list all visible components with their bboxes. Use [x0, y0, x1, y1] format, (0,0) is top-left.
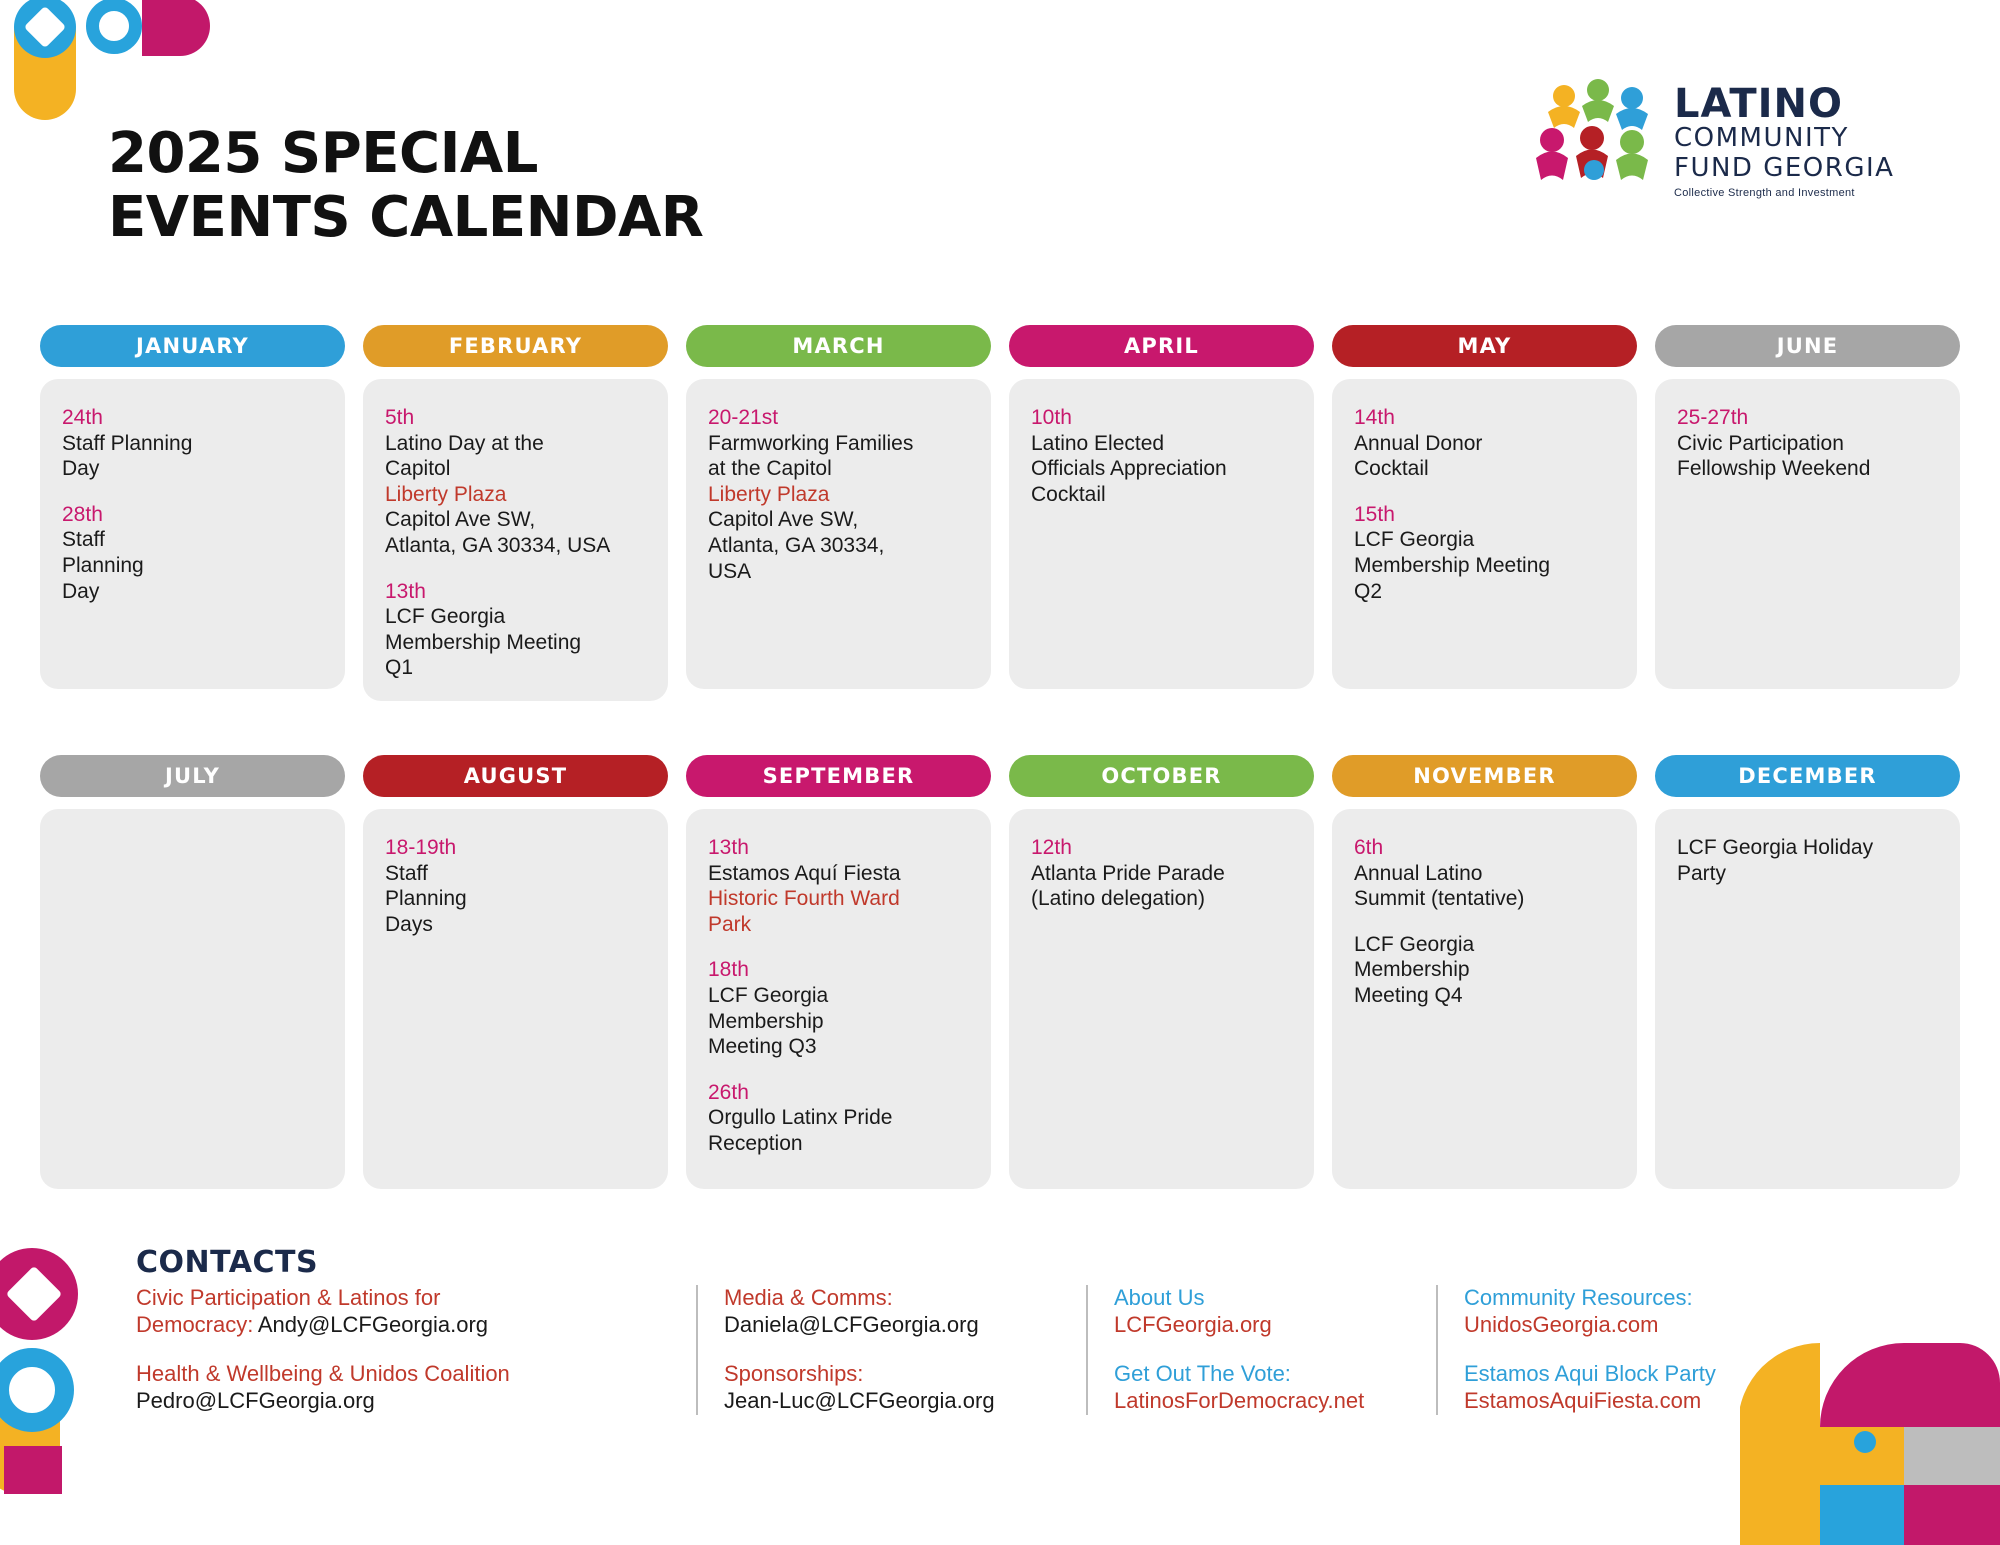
- blue-ring-shape: [0, 1348, 74, 1432]
- month-header-december: DECEMBER: [1655, 755, 1960, 797]
- month-header-november: NOVEMBER: [1332, 755, 1637, 797]
- month-header-july: JULY: [40, 755, 345, 797]
- contact-entry: [724, 1361, 1060, 1415]
- event-date: 13th: [385, 579, 426, 603]
- month-column: [686, 325, 991, 701]
- event-date: 12th: [1031, 836, 1072, 859]
- month-column: [1332, 755, 1637, 1189]
- event-item: [1354, 932, 1615, 1009]
- event-item: [1677, 405, 1938, 482]
- month-events-card: [686, 809, 991, 1189]
- event-name: Latino Elected Officials Appreciation Cocktail: [1031, 431, 1227, 506]
- contacts-heading: CONTACTS: [136, 1245, 319, 1280]
- event-item: [385, 579, 646, 681]
- page-title-line1: 2025 SPECIAL: [108, 121, 538, 186]
- month-header-june: JUNE: [1655, 325, 1960, 367]
- event-item: [385, 835, 646, 937]
- month-events-card: [1009, 379, 1314, 689]
- month-events-card: [686, 379, 991, 689]
- event-name: Staff Planning Day: [62, 528, 144, 603]
- event-name: Annual Latino Summit (tentative): [1354, 861, 1525, 911]
- event-name: Latino Day at the Capitol: [385, 431, 544, 481]
- event-name: Civic Participation Fellowship Weekend: [1677, 431, 1871, 481]
- event-date: 20-21st: [708, 406, 779, 429]
- month-column: [1655, 755, 1960, 1189]
- contact-label: Community Resources:: [1464, 1285, 1693, 1310]
- brand-mark-bottom-right: [1740, 1305, 2000, 1545]
- contact-value[interactable]: Jean-Luc@LCFGeorgia.org: [724, 1388, 995, 1414]
- contact-label: Civic Participation & Latinos for Democracy:: [136, 1285, 441, 1338]
- contact-label: Get Out The Vote:: [1114, 1360, 1291, 1386]
- event-date: 28th: [62, 502, 103, 526]
- month-events-card: [40, 379, 345, 689]
- month-header-august: AUGUST: [363, 755, 668, 797]
- contact-value[interactable]: EstamosAquiFiesta.com: [1464, 1388, 1702, 1414]
- brand-mark-bottom-left: [0, 1248, 110, 1478]
- month-column: [1009, 325, 1314, 701]
- event-item: [62, 502, 323, 604]
- event-name: Staff Planning Day: [62, 431, 193, 481]
- event-venue: Liberty Plaza: [708, 482, 830, 506]
- contact-value[interactable]: Daniela@LCFGeorgia.org: [724, 1312, 979, 1338]
- month-column: [1332, 325, 1637, 701]
- event-date: 13th: [708, 836, 749, 859]
- event-item: [1677, 835, 1938, 886]
- month-header-april: APRIL: [1009, 325, 1314, 367]
- contact-value-line: [1114, 1387, 1410, 1415]
- event-name: Estamos Aquí Fiesta: [708, 861, 901, 885]
- contact-value-line: [136, 1387, 670, 1415]
- blue-dot-shape: [1854, 1431, 1876, 1453]
- magenta-corner-shape: [1904, 1343, 2000, 1427]
- magenta-square-shape: [1904, 1485, 2000, 1545]
- magenta-square-shape: [4, 1446, 62, 1494]
- contact-value-line: [724, 1311, 1060, 1339]
- gray-square-shape: [1904, 1427, 2000, 1485]
- magenta-quarter-shape: [1820, 1343, 1904, 1427]
- event-venue: Liberty Plaza: [385, 482, 507, 506]
- event-item: [1031, 405, 1292, 507]
- month-header-march: MARCH: [686, 325, 991, 367]
- event-item: [708, 957, 969, 1059]
- event-date: 5th: [385, 406, 415, 429]
- month-header-september: SEPTEMBER: [686, 755, 991, 797]
- month-events-card: [363, 379, 668, 701]
- event-item: [1354, 502, 1615, 604]
- event-name: Farmworking Families at the Capitol: [708, 431, 914, 481]
- contact-label: About Us: [1114, 1285, 1205, 1310]
- contact-value[interactable]: UnidosGeorgia.com: [1464, 1312, 1659, 1338]
- contacts-column: [136, 1285, 696, 1415]
- month-column: [363, 325, 668, 701]
- logo-line-fund-georgia: FUND GEORGIA: [1674, 152, 1895, 183]
- contact-value-line: [724, 1387, 1060, 1415]
- event-name: LCF Georgia Membership Meeting Q3: [708, 984, 829, 1059]
- event-name: Annual Donor Cocktail: [1354, 431, 1483, 481]
- magenta-d-shape: [152, 0, 210, 56]
- month-column: [1009, 755, 1314, 1189]
- contact-value[interactable]: Pedro@LCFGeorgia.org: [136, 1388, 375, 1414]
- month-column: [363, 755, 668, 1189]
- month-column: [1655, 325, 1960, 701]
- event-date: 18-19th: [385, 836, 457, 859]
- event-name: Atlanta Pride Parade (Latino delegation): [1031, 861, 1225, 911]
- event-name: LCF Georgia Holiday Party: [1677, 836, 1874, 885]
- event-name: LCF Georgia Membership Meeting Q4: [1354, 932, 1475, 1008]
- month-header-may: MAY: [1332, 325, 1637, 367]
- logo-line-latino: LATINO: [1674, 81, 1843, 127]
- month-header-february: FEBRUARY: [363, 325, 668, 367]
- month-column: [40, 755, 345, 1189]
- event-name: LCF Georgia Membership Meeting Q1: [385, 605, 582, 680]
- event-name: LCF Georgia Membership Meeting Q2: [1354, 528, 1551, 603]
- month-column: [40, 325, 345, 701]
- month-events-card: [1655, 379, 1960, 689]
- calendar-row-second-half: [40, 755, 1960, 1189]
- contact-value[interactable]: Andy@LCFGeorgia.org: [257, 1312, 489, 1338]
- event-name: Orgullo Latinx Pride Reception: [708, 1106, 893, 1156]
- month-events-card: [40, 809, 345, 1189]
- event-item: [708, 405, 969, 584]
- contacts-section: [136, 1285, 1856, 1415]
- event-date: 18th: [708, 958, 749, 982]
- event-item: [1354, 405, 1615, 482]
- brand-mark-top-left: [6, 0, 226, 84]
- event-date: 10th: [1031, 406, 1072, 429]
- contact-label: Health & Wellbeing & Unidos Coalition: [136, 1360, 510, 1386]
- contact-entry: [136, 1285, 670, 1339]
- month-events-card: [1655, 809, 1960, 1189]
- logo-tagline: Collective Strength and Investment: [1674, 186, 1855, 199]
- month-header-january: JANUARY: [40, 325, 345, 367]
- contact-label: Estamos Aqui Block Party: [1464, 1360, 1716, 1386]
- event-date: 14th: [1354, 406, 1395, 429]
- blue-square-shape: [1820, 1485, 1904, 1545]
- logo-line-community: COMMUNITY: [1674, 123, 1849, 153]
- contact-entry: [136, 1361, 670, 1415]
- month-column: [686, 755, 991, 1189]
- contact-value-line: [1114, 1311, 1410, 1339]
- event-item: [1031, 835, 1292, 912]
- contact-value[interactable]: LCFGeorgia.org: [1114, 1312, 1272, 1338]
- event-date: 26th: [708, 1080, 749, 1104]
- month-events-card: [1009, 809, 1314, 1189]
- calendar-row-first-half: [40, 325, 1960, 701]
- event-date: 24th: [62, 406, 103, 429]
- contact-label: Media & Comms:: [724, 1285, 893, 1310]
- event-date: 6th: [1354, 836, 1384, 859]
- event-address: Capitol Ave SW, Atlanta, GA 30334, USA: [708, 508, 885, 583]
- contact-value[interactable]: LatinosForDemocracy.net: [1114, 1388, 1365, 1414]
- page-title: [108, 122, 703, 250]
- contact-entry: [724, 1285, 1060, 1339]
- event-name: Staff Planning Days: [385, 861, 467, 936]
- month-header-october: OCTOBER: [1009, 755, 1314, 797]
- contact-entry: [1114, 1285, 1410, 1339]
- event-item: [708, 1080, 969, 1157]
- contact-label: Sponsorships:: [724, 1360, 864, 1386]
- page-title-line2: EVENTS CALENDAR: [108, 184, 704, 250]
- contacts-column: [1086, 1285, 1436, 1415]
- event-address: Capitol Ave SW, Atlanta, GA 30334, USA: [385, 508, 611, 558]
- event-date: 15th: [1354, 502, 1395, 526]
- people-icon: [1534, 78, 1664, 186]
- event-item: [62, 405, 323, 482]
- month-events-card: [1332, 379, 1637, 689]
- event-item: [385, 405, 646, 559]
- contacts-column: [696, 1285, 1086, 1415]
- contact-entry: [1114, 1361, 1410, 1415]
- event-item: [708, 835, 969, 937]
- event-venue: Historic Fourth Ward Park: [708, 887, 900, 936]
- month-events-card: [363, 809, 668, 1189]
- event-item: [1354, 835, 1615, 912]
- month-events-card: [1332, 809, 1637, 1189]
- yellow-wedge-shape: [1740, 1343, 1820, 1545]
- lcf-georgia-logo: [1534, 78, 1954, 199]
- blue-ring-shape: [86, 0, 142, 54]
- event-date: 25-27th: [1677, 406, 1749, 429]
